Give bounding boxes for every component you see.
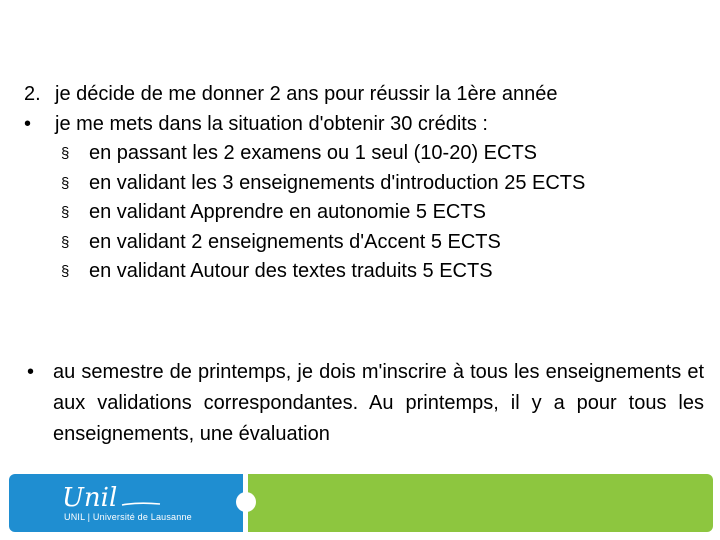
sub-item-text: en validant les 3 enseignements d'introduction 25 ECTS: [89, 171, 586, 194]
footer-green-band: [248, 474, 713, 532]
sub-item-text: en passant les 2 examens ou 1 seul (10-20) ECTS: [89, 142, 538, 164]
bullet-paragraph-text: au semestre de printemps, je dois m'inscrire à tous les enseignements et aux validations correspondantes. Au printemps, il y a pour tous les enseignements, une évaluation: [53, 360, 704, 445]
footer-banner: [0, 468, 720, 540]
bullet-marker: •: [24, 112, 32, 135]
footer-dot-icon: [236, 492, 256, 512]
sub-item-text: en validant Apprendre en autonomie 5 ECTS: [89, 201, 486, 223]
sub-item: [24, 198, 704, 228]
logo-caption: UNIL | Université de Lausanne: [64, 512, 192, 522]
sub-item-text: en validant 2 enseignements d'Accent 5 ECTS: [89, 230, 501, 253]
sub-item-text: en validant Autour des textes traduits 5 ECTS: [89, 260, 493, 282]
bullet-item: [24, 110, 704, 140]
sub-item-marker: §: [61, 145, 70, 162]
sub-item-marker: §: [61, 174, 70, 192]
slide-body: [24, 80, 704, 450]
sub-item: [24, 228, 704, 258]
sub-item-marker: §: [61, 233, 70, 251]
sub-item-marker: §: [61, 263, 70, 280]
logo-wordmark-text: Unil: [62, 483, 118, 513]
spacer: [24, 287, 704, 357]
bullet-text: je me mets dans la situation d'obtenir 30 crédits :: [55, 112, 488, 135]
sub-item: [24, 257, 704, 287]
sub-item: [24, 139, 704, 169]
item-number: 2.: [24, 83, 41, 105]
unil-logo: [60, 480, 170, 514]
bullet-marker: •: [27, 360, 35, 383]
item-text: je décide de me donner 2 ans pour réussir la 1ère année: [55, 83, 558, 105]
numbered-item-2: [24, 80, 704, 110]
sub-item-marker: §: [61, 204, 70, 221]
sub-item: [24, 169, 704, 199]
logo-swoosh: [122, 503, 160, 505]
bullet-paragraph: [24, 357, 704, 450]
